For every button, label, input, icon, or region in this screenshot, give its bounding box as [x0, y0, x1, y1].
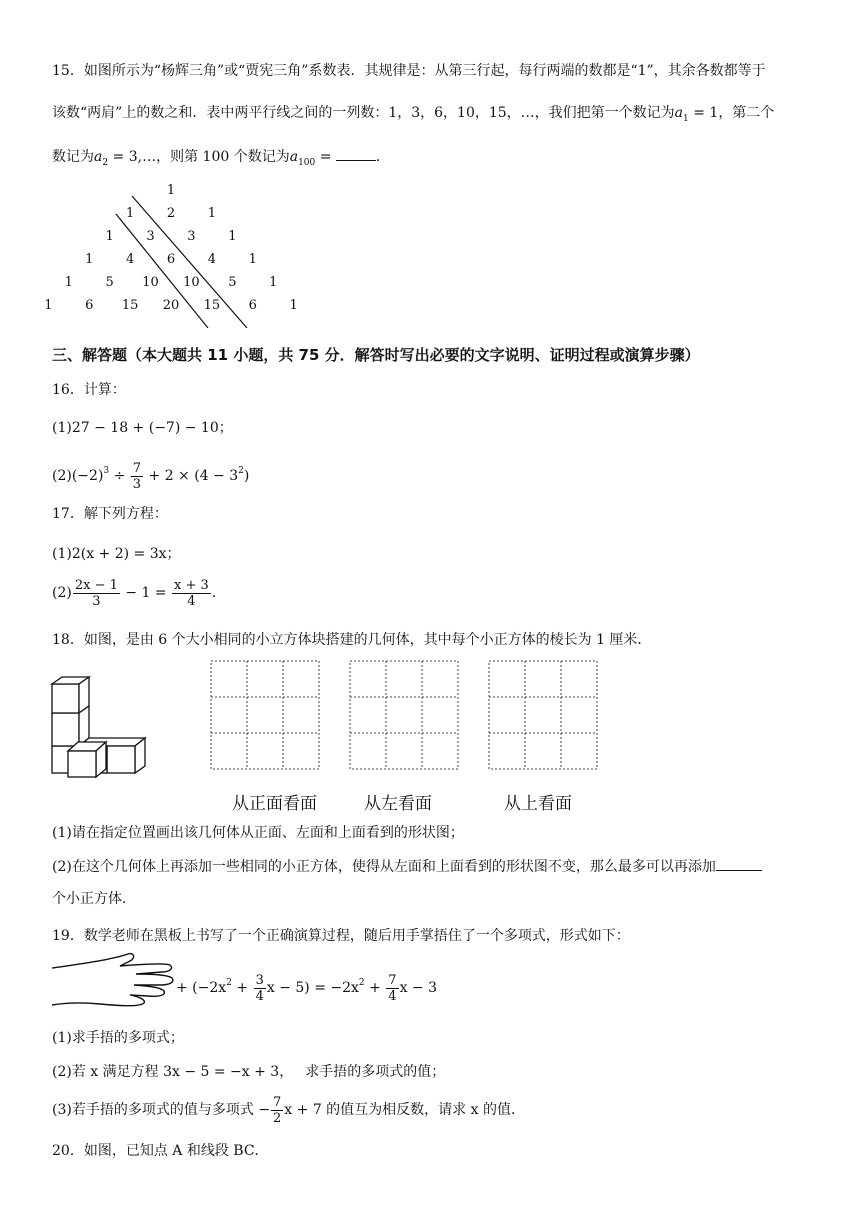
q17-p2-num1: 2x − 1: [74, 577, 118, 593]
q15-a2: a: [94, 149, 103, 165]
parallel-line-right: [132, 196, 247, 328]
left-view-grid[interactable]: [349, 660, 461, 772]
q17-p2-den1: 3: [92, 593, 101, 609]
q16-p2-b: + 2 × (4 − 3: [144, 468, 239, 484]
q16-p2-label: (2): [52, 468, 72, 484]
q19-p2-condition: (2)若 x 满足方程 3x − 5 = −x + 3，: [52, 1064, 294, 1080]
caption-front-view: 从正面看面: [232, 794, 317, 814]
hand-icon: [50, 950, 178, 1012]
triangle-number: 6: [248, 298, 257, 313]
triangle-number: 1: [64, 275, 73, 290]
q16-part2: [52, 454, 249, 493]
q15-line3: [52, 147, 390, 172]
q15-a2-sub: 2: [102, 158, 109, 168]
triangle-number: 10: [142, 275, 159, 290]
triangle-number: 15: [121, 298, 139, 313]
q19-eq-frac1: [254, 973, 266, 1004]
q19-p3-den: 2: [273, 1110, 282, 1126]
q17-part2: [52, 576, 226, 610]
q15-a100-sub: 100: [298, 158, 316, 168]
triangle-number: 6: [166, 252, 176, 267]
q19-eq-b: +: [231, 980, 253, 996]
q17-p2-mid: − 1 =: [120, 585, 172, 601]
q18-title: 18．如图，是由 6 个大小相同的小立方体块搭建的几何体，其中每个小正方体的棱长为 1 厘米．: [52, 632, 652, 648]
q16-p2-div: ÷: [109, 468, 130, 484]
q15-a100: a: [289, 149, 299, 165]
q17-part1: [52, 545, 181, 563]
triangle-number: 1: [105, 229, 114, 244]
q16-p1-expr: 27 − 18 + (−7) − 10；: [71, 420, 233, 436]
q19-eq-f1-den: 4: [255, 988, 264, 1004]
triangle-number: 1: [125, 206, 135, 221]
q19-eq-f2-num: 7: [388, 972, 397, 988]
q16-title: 16．计算：: [52, 382, 126, 398]
q20-title: 20．如图，已知点 A 和线段 BC．: [52, 1143, 269, 1159]
q15-answer-blank[interactable]: [336, 147, 376, 161]
triangle-number: 5: [228, 275, 237, 290]
triangle-number: 4: [125, 252, 135, 267]
q16-part1: [52, 419, 233, 437]
cube-solid-figure: [50, 676, 150, 780]
triangle-number: 4: [207, 252, 217, 267]
q19-eq-c: x − 5) = −2x: [266, 980, 359, 996]
q17-p1-expr: 2(x + 2) = 3x；: [71, 546, 181, 562]
q18-answer-blank[interactable]: [716, 857, 762, 871]
q15-line2-end: ，第二个: [718, 105, 775, 121]
q19-part3: [52, 1093, 525, 1127]
q18-part2: [52, 857, 762, 876]
triangle-number: 1: [269, 275, 278, 290]
yanghui-triangle: [40, 178, 310, 328]
q19-eq-a-exp: 2: [226, 978, 232, 988]
q19-p3-b: x + 7 的值互为相反数，请求 x 的值．: [284, 1102, 525, 1118]
q19-p2-ask: 求手捂的多项式的值；: [305, 1064, 446, 1080]
q16-p2-den: 3: [132, 476, 142, 492]
q15-a1: a: [674, 105, 684, 121]
q19-p3-num: 7: [273, 1094, 282, 1110]
triangle-number: 1: [289, 298, 298, 313]
triangle-number: 1: [228, 229, 237, 244]
q19-p3-fraction: [271, 1095, 283, 1126]
caption-top-view: 从上看面: [504, 794, 572, 814]
front-view-grid[interactable]: [210, 660, 322, 772]
triangle-number: 20: [162, 298, 180, 313]
triangle-number: 1: [248, 252, 257, 267]
q16-p2-a: (−2): [71, 468, 104, 484]
q19-eq-d: +: [364, 980, 386, 996]
q16-p2-fraction: [131, 461, 143, 492]
q17-title: 17．解下列方程：: [52, 506, 168, 522]
q15-a2-val: = 3,…，则第 100 个数记为: [108, 149, 290, 165]
q19-title: 19．数学老师在黑板上书写了一个正确演算过程，随后用手掌捂住了一个多项式，形式如下：: [52, 928, 630, 944]
triangle-number: 1: [44, 298, 53, 313]
q18-part1: (1)请在指定位置画出该几何体从正面、左面和上面看到的形状图；: [52, 825, 464, 841]
q19-eq-f2-den: 4: [388, 988, 397, 1004]
q19-eq-c-exp: 2: [358, 978, 365, 988]
q17-p2-den2: 4: [187, 593, 196, 609]
q15-line1: 15．如图所示为“杨辉三角”或“贾宪三角”系数表．其规律是：从第三行起，每行两端的数都是“1”，其余各数都等于: [52, 63, 766, 79]
q17-p2-fraction2: [172, 578, 211, 609]
q19-part2: [52, 1063, 445, 1081]
triangle-number: 6: [85, 298, 94, 313]
q15-line2: [52, 104, 774, 128]
q18-part2-end: 个小正方体．: [52, 891, 136, 907]
caption-left-view: 从左看面: [364, 794, 432, 814]
q16-p2-b-exp: 2: [238, 466, 244, 476]
q19-p3-a: (3)若手捂的多项式的值与多项式 −: [52, 1102, 271, 1118]
q16-p1-label: (1): [52, 420, 72, 436]
triangle-number: 15: [203, 298, 221, 313]
triangle-number: 3: [187, 229, 196, 244]
q16-p2-c: ): [243, 468, 250, 484]
q16-p2-a-exp: 3: [103, 466, 110, 476]
triangle-number: 5: [105, 275, 114, 290]
triangle-number: 3: [146, 229, 155, 244]
q18-p2-text: (2)在这个几何体上再添加一些相同的小正方体，使得从左面和上面看到的形状图不变，那么最多可以再添加: [52, 859, 716, 875]
q19-eq-f1-num: 3: [255, 972, 264, 988]
q19-part1: (1)求手捂的多项式；: [52, 1030, 184, 1046]
triangle-number: 1: [207, 206, 217, 221]
triangle-number: 2: [166, 206, 176, 221]
q15-a100-eq: =: [315, 149, 332, 165]
q17-p1-label: (1): [52, 546, 72, 562]
q15-a1-sub: 1: [683, 114, 689, 124]
q15-line3-end: ．: [375, 149, 390, 165]
q17-p2-label: (2): [52, 585, 72, 601]
top-view-grid[interactable]: [488, 660, 600, 772]
q19-eq-frac2: [386, 973, 398, 1004]
q17-p2-fraction1: [73, 578, 120, 609]
q15-line2-text: 该数“两肩”上的数之和．表中两平行线之间的一列数：1，3，6，10，15，…，我们把第一个数记为: [52, 105, 675, 121]
triangle-number: 10: [183, 275, 200, 290]
q16-p2-num: 7: [132, 460, 142, 476]
q19-eq-a: + (−2x: [176, 980, 227, 996]
q15-line3-text: 数记为: [52, 149, 94, 165]
q17-p2-end: ．: [211, 585, 226, 601]
triangle-number: 1: [166, 183, 176, 198]
q19-eq-e: x − 3: [399, 980, 437, 996]
q19-equation: [176, 966, 437, 1005]
q17-p2-num2: x + 3: [174, 577, 209, 593]
q15-a1-val: = 1: [688, 105, 719, 121]
section3-heading: 三、解答题（本大题共 11 小题，共 75 分．解答时写出必要的文字说明、证明过程或演算步骤）: [52, 346, 700, 364]
triangle-number: 1: [85, 252, 94, 267]
